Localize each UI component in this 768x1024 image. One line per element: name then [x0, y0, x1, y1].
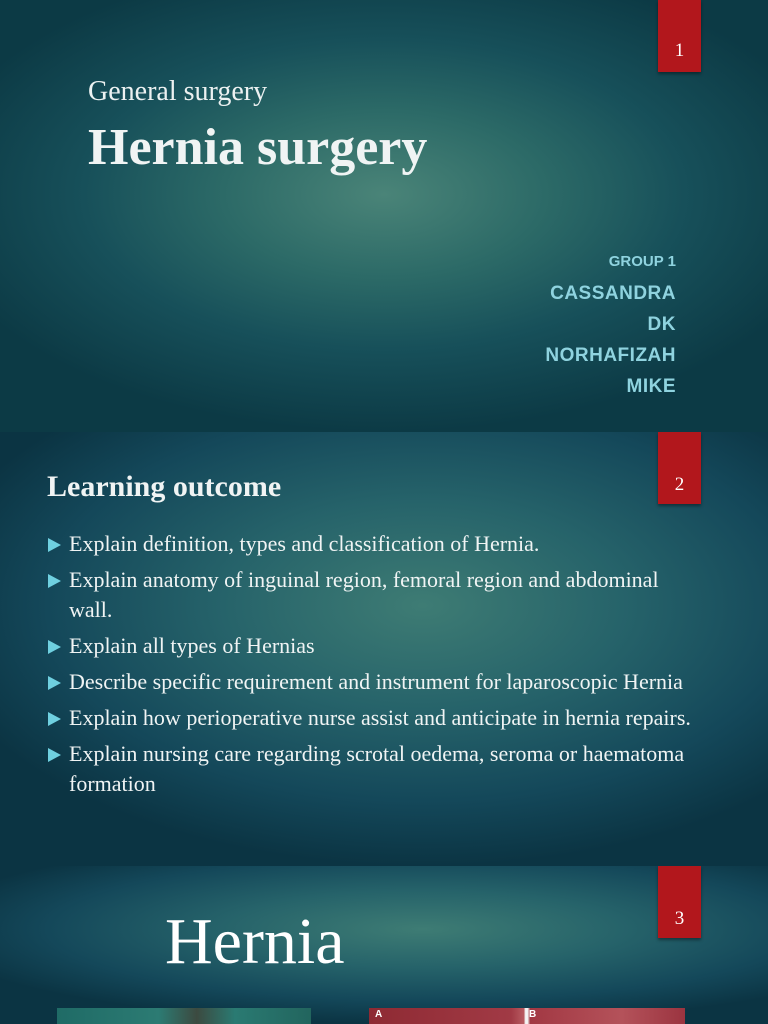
learning-outcome-list: [46, 529, 706, 805]
member-name: NORHAFIZAH: [545, 345, 676, 366]
slide-1: [0, 0, 768, 432]
list-item: [46, 565, 706, 625]
triangle-bullet-icon: [48, 538, 61, 552]
member-name: CASSANDRA: [550, 283, 676, 304]
list-item: [46, 739, 706, 799]
presentation-subtitle: General surgery: [88, 76, 268, 107]
presentation-title: Hernia surgery: [88, 119, 428, 176]
triangle-bullet-icon: [48, 712, 61, 726]
triangle-bullet-icon: [48, 748, 61, 762]
triangle-bullet-icon: [48, 676, 61, 690]
list-item: [46, 667, 706, 697]
group-label: GROUP 1: [608, 253, 676, 270]
member-name: DK: [647, 314, 676, 335]
list-item-text: Explain all types of Hernias: [69, 633, 315, 658]
slide-3: [0, 866, 768, 1024]
list-item-text: Explain how perioperative nurse assist and anticipate in hernia repairs.: [69, 705, 691, 730]
list-item-text: Explain nursing care regarding scrotal oedema, seroma or haematoma formation: [69, 741, 685, 796]
triangle-bullet-icon: [48, 574, 61, 588]
photo-label-b: B: [529, 1009, 537, 1020]
slide-number-badge: 2: [658, 432, 701, 504]
slide-title: Hernia: [165, 905, 345, 978]
list-item: [46, 529, 706, 559]
slide-number-badge: 3: [658, 866, 701, 938]
list-item: [46, 703, 706, 733]
group-members-block: [545, 253, 676, 402]
clinical-photo: [369, 1008, 685, 1024]
slide-2: [0, 432, 768, 866]
list-item-text: Describe specific requirement and instrument for laparoscopic Hernia: [69, 669, 683, 694]
slide-number-badge: 1: [658, 0, 701, 72]
member-name: MIKE: [626, 376, 676, 397]
slide-background: [0, 866, 768, 1024]
slide-title: Learning outcome: [47, 470, 282, 503]
list-item-text: Explain anatomy of inguinal region, femoral region and abdominal wall.: [69, 567, 659, 622]
photo-label-a: A: [375, 1009, 383, 1020]
triangle-bullet-icon: [48, 640, 61, 654]
list-item: [46, 631, 706, 661]
patient-photo: [57, 1008, 311, 1024]
list-item-text: Explain definition, types and classification of Hernia.: [69, 531, 540, 556]
